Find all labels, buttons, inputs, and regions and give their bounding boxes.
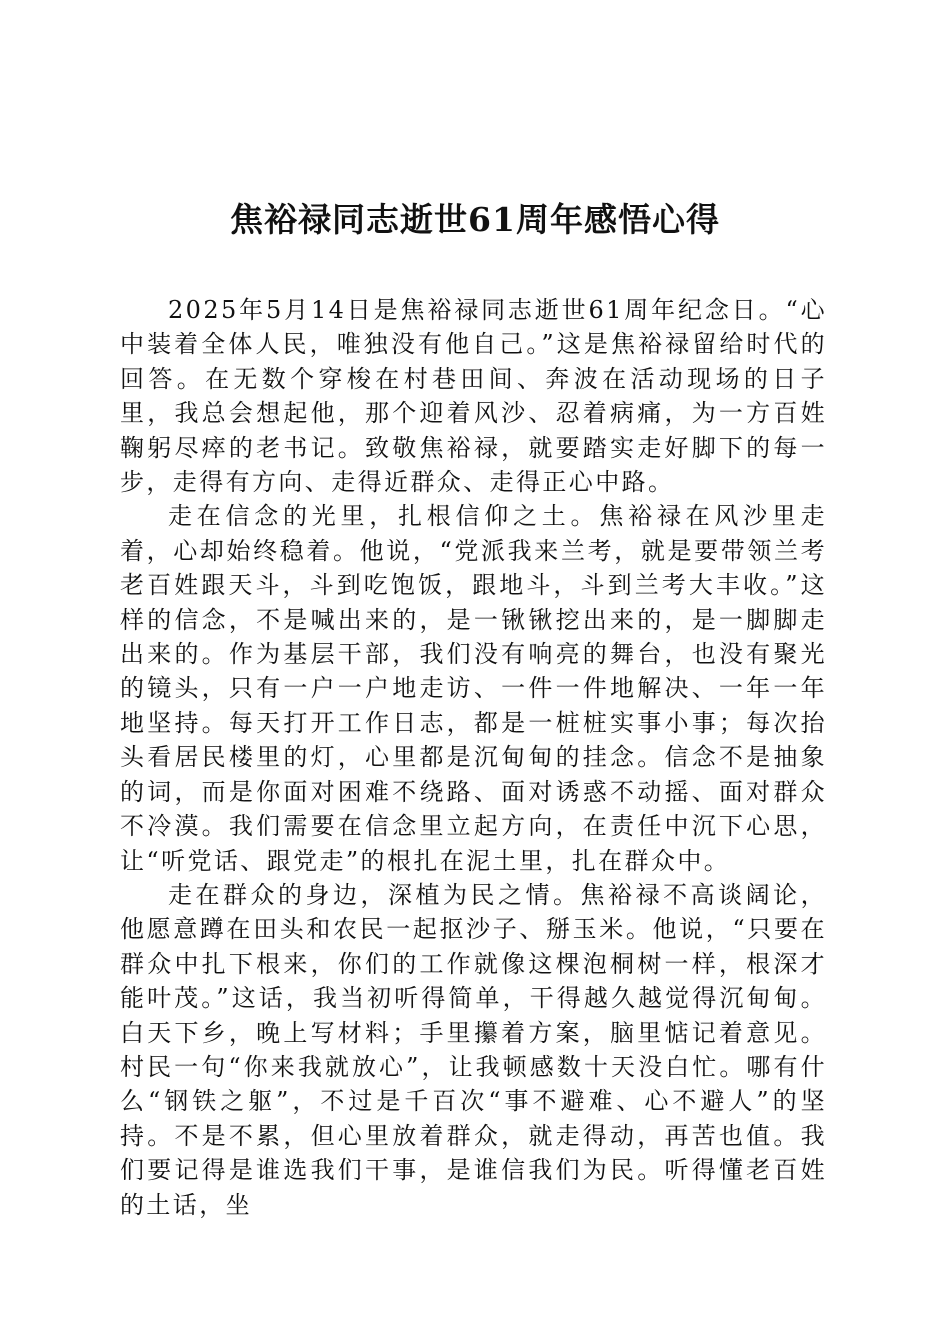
document-title: 焦裕禄同志逝世61周年感悟心得 — [230, 200, 720, 239]
document-body — [120, 293, 827, 1222]
paragraph-2: 走在信念的光里，扎根信仰之土。焦裕禄在风沙里走着，心却始终稳着。他说，“党派我来兰考，就是要带领兰考老百姓跟天斗，斗到吃饱饭，跟地斗，斗到兰考大丰收。”这样的信念，不是喊出来的，是一锹锹挖出来的，是一脚脚走出来的。作为基层干部，我们没有响亮的舞台，也没有聚光的镜头，只有一户一户地走访、一件一件地解决、一年一年地坚持。每天打开工作日志，都是一桩桩实事小事；每次抬头看居民楼里的灯，心里都是沉甸甸的挂念。信念不是抽象的词，而是你面对困难不绕路、面对诱惑不动摇、面对群众不冷漠。我们需要在信念里立起方向，在责任中沉下心思，让“听党话、跟党走”的根扎在泥土里，扎在群众中。 — [120, 502, 827, 875]
paragraph-3: 走在群众的身边，深植为民之情。焦裕禄不高谈阔论，他愿意蹲在田头和农民一起抠沙子、掰玉米。他说，“只要在群众中扎下根来，你们的工作就像这棵泡桐树一样，根深才能叶茂。”这话，我当初听得简单，干得越久越觉得沉甸甸。白天下乡，晚上写材料；手里攥着方案，脑里惦记着意见。村民一句“你来我就放心”，让我顿感数十天没白忙。哪有什么“钢铁之躯”，不过是千百次“事不避难、心不避人”的坚持。不是不累，但心里放着群众，就走得动，再苦也值。我们要记得是谁选我们干事，是谁信我们为民。听得懂老百姓的土话，坐 — [120, 880, 827, 1219]
paragraph-1: 2025年5月14日是焦裕禄同志逝世61周年纪念日。“心中装着全体人民，唯独没有他自己。”这是焦裕禄留给时代的回答。在无数个穿梭在村巷田间、奔波在活动现场的日子里，我总会想起他，那个迎着风沙、忍着病痛，为一方百姓鞠躬尽瘁的老书记。致敬焦裕禄，就要踏实走好脚下的每一步，走得有方向、走得近群众、走得正心中路。 — [120, 296, 827, 497]
